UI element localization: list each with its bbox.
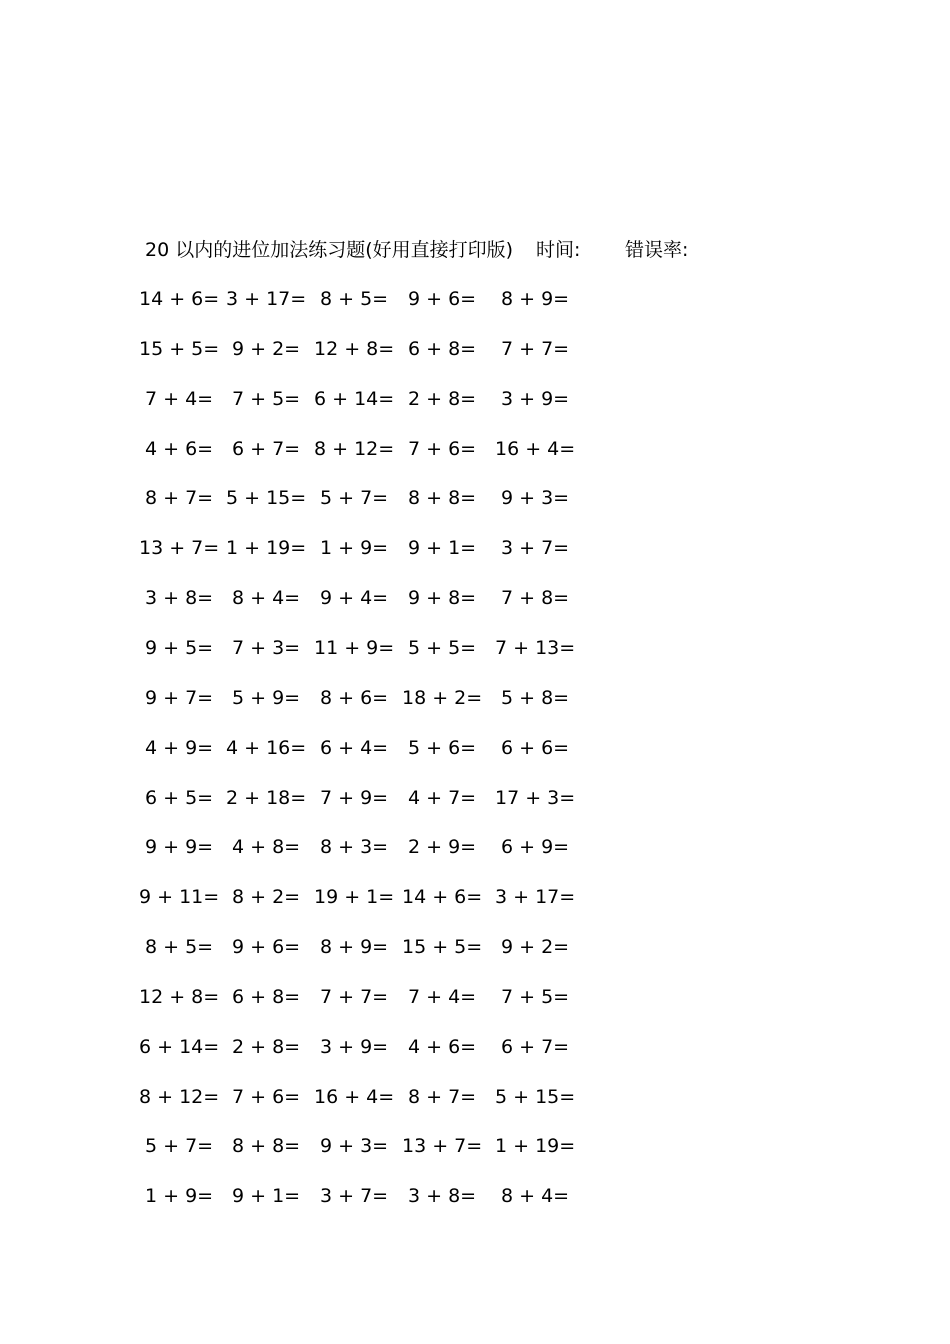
problem-r3-c3: 6 + 14= [314, 387, 395, 410]
problem-r19-c1: 1 + 9= [145, 1185, 214, 1208]
time-label: 时间: [536, 239, 581, 261]
problem-r18-c3: 9 + 3= [320, 1135, 389, 1158]
problem-r10-c4: 5 + 6= [408, 736, 477, 759]
problem-r3-c5: 3 + 9= [501, 387, 570, 410]
problem-r9-c2: 5 + 9= [232, 686, 301, 709]
problem-r8-c5: 7 + 13= [495, 636, 576, 659]
worksheet-header [145, 236, 845, 264]
problem-r17-c1: 8 + 12= [139, 1085, 220, 1108]
problem-r7-c5: 7 + 8= [501, 587, 570, 610]
problem-r1-c2: 3 + 17= [226, 288, 307, 310]
problem-r17-c5: 5 + 15= [495, 1085, 576, 1108]
error-rate-label: 错误率: [625, 239, 689, 261]
problem-r6-c5: 3 + 7= [501, 537, 570, 560]
problem-r19-c3: 3 + 7= [320, 1185, 389, 1208]
problem-r14-c3: 8 + 9= [320, 936, 389, 959]
problem-r10-c2: 4 + 16= [226, 736, 307, 759]
problem-r13-c2: 8 + 2= [232, 886, 301, 909]
problem-r9-c5: 5 + 8= [501, 686, 570, 709]
problem-r5-c4: 8 + 8= [408, 487, 477, 510]
problem-r8-c3: 11 + 9= [314, 636, 395, 659]
problem-r1-c4: 9 + 6= [408, 288, 477, 310]
problem-r2-c5: 7 + 7= [501, 337, 570, 360]
worksheet-title: 20 以内的进位加法练习题(好用直接打印版) [145, 239, 514, 261]
problem-r6-c3: 1 + 9= [320, 537, 389, 560]
problem-r18-c5: 1 + 19= [495, 1135, 576, 1158]
problem-r12-c5: 6 + 9= [501, 836, 570, 859]
problem-r13-c5: 3 + 17= [495, 886, 576, 909]
problem-r11-c3: 7 + 9= [320, 786, 389, 809]
problem-r9-c1: 9 + 7= [145, 686, 214, 709]
problem-r4-c3: 8 + 12= [314, 437, 395, 460]
problem-r13-c3: 19 + 1= [314, 886, 395, 909]
problem-r16-c2: 2 + 8= [232, 1035, 301, 1058]
problem-r4-c2: 6 + 7= [232, 437, 301, 460]
problem-r4-c1: 4 + 6= [145, 437, 214, 460]
problem-r7-c4: 9 + 8= [408, 587, 477, 610]
problem-r8-c2: 7 + 3= [232, 636, 301, 659]
problem-r15-c2: 6 + 8= [232, 985, 301, 1008]
problem-r2-c1: 15 + 5= [139, 337, 220, 360]
problem-r11-c1: 6 + 5= [145, 786, 214, 809]
problem-r6-c2: 1 + 19= [226, 537, 307, 560]
problem-r18-c4: 13 + 7= [402, 1135, 483, 1158]
problem-r19-c2: 9 + 1= [232, 1185, 301, 1208]
problem-r6-c1: 13 + 7= [139, 537, 220, 560]
problem-r15-c5: 7 + 5= [501, 985, 570, 1008]
problem-r15-c3: 7 + 7= [320, 985, 389, 1008]
problem-r19-c4: 3 + 8= [408, 1185, 477, 1208]
problem-r4-c5: 16 + 4= [495, 437, 576, 460]
problem-r1-c3: 8 + 5= [320, 288, 389, 310]
problem-r8-c4: 5 + 5= [408, 636, 477, 659]
problem-r3-c4: 2 + 8= [408, 387, 477, 410]
problem-r2-c3: 12 + 8= [314, 337, 395, 360]
problem-r19-c5: 8 + 4= [501, 1185, 570, 1208]
problem-r12-c4: 2 + 9= [408, 836, 477, 859]
problem-r13-c4: 14 + 6= [402, 886, 483, 909]
problem-r13-c1: 9 + 11= [139, 886, 220, 909]
problem-r9-c4: 18 + 2= [402, 686, 483, 709]
problem-r12-c1: 9 + 9= [145, 836, 214, 859]
problem-r18-c2: 8 + 8= [232, 1135, 301, 1158]
problem-r8-c1: 9 + 5= [145, 636, 214, 659]
problem-r11-c5: 17 + 3= [495, 786, 576, 809]
problem-r4-c4: 7 + 6= [408, 437, 477, 460]
problem-r5-c1: 8 + 7= [145, 487, 214, 510]
problem-r16-c4: 4 + 6= [408, 1035, 477, 1058]
problem-r14-c1: 8 + 5= [145, 936, 214, 959]
problem-r2-c2: 9 + 2= [232, 337, 301, 360]
problem-r17-c4: 8 + 7= [408, 1085, 477, 1108]
problem-r15-c4: 7 + 4= [408, 985, 477, 1008]
problem-r12-c3: 8 + 3= [320, 836, 389, 859]
problem-r10-c3: 6 + 4= [320, 736, 389, 759]
problem-r16-c1: 6 + 14= [139, 1035, 220, 1058]
problem-r17-c3: 16 + 4= [314, 1085, 395, 1108]
problem-r7-c3: 9 + 4= [320, 587, 389, 610]
problem-r11-c4: 4 + 7= [408, 786, 477, 809]
problem-r1-c5: 8 + 9= [501, 288, 570, 310]
problem-r9-c3: 8 + 6= [320, 686, 389, 709]
problem-r7-c2: 8 + 4= [232, 587, 301, 610]
problem-r6-c4: 9 + 1= [408, 537, 477, 560]
problem-r14-c5: 9 + 2= [501, 936, 570, 959]
problem-r18-c1: 5 + 7= [145, 1135, 214, 1158]
problem-r15-c1: 12 + 8= [139, 985, 220, 1008]
problem-r5-c5: 9 + 3= [501, 487, 570, 510]
problem-r3-c1: 7 + 4= [145, 387, 214, 410]
problem-r1-c1: 14 + 6= [139, 288, 220, 310]
problem-r5-c3: 5 + 7= [320, 487, 389, 510]
problem-r7-c1: 3 + 8= [145, 587, 214, 610]
problem-r14-c4: 15 + 5= [402, 936, 483, 959]
problem-r16-c5: 6 + 7= [501, 1035, 570, 1058]
problem-r10-c1: 4 + 9= [145, 736, 214, 759]
problem-r17-c2: 7 + 6= [232, 1085, 301, 1108]
problem-r2-c4: 6 + 8= [408, 337, 477, 360]
problem-r5-c2: 5 + 15= [226, 487, 307, 510]
problem-r12-c2: 4 + 8= [232, 836, 301, 859]
problem-r16-c3: 3 + 9= [320, 1035, 389, 1058]
problem-r11-c2: 2 + 18= [226, 786, 307, 809]
problem-r14-c2: 9 + 6= [232, 936, 301, 959]
problem-r10-c5: 6 + 6= [501, 736, 570, 759]
problem-r3-c2: 7 + 5= [232, 387, 301, 410]
